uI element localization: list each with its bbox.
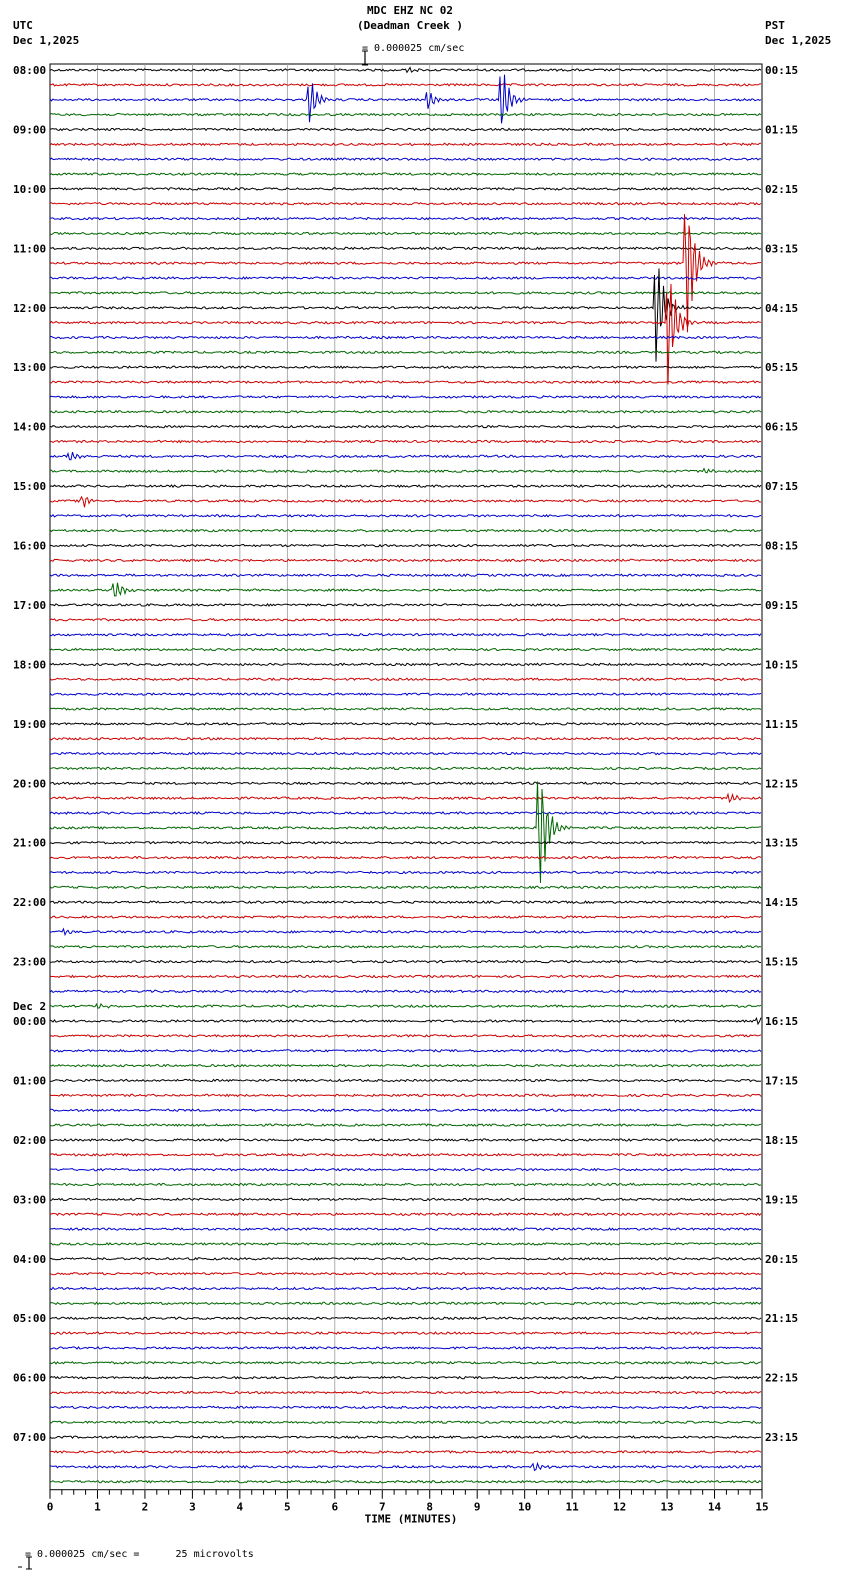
trace-75	[50, 1183, 761, 1185]
pst-hour-label: 19:15	[765, 1193, 799, 1207]
utc-hour-label: 03:00	[13, 1193, 47, 1207]
utc-hour-label: 15:00	[13, 480, 47, 494]
trace-83	[50, 1302, 761, 1304]
station-name: (Deadman Creek )	[357, 19, 463, 32]
trace-0	[50, 68, 761, 73]
x-tick-label: 14	[707, 1500, 722, 1514]
trace-72	[50, 1139, 761, 1141]
x-tick-label: 15	[755, 1500, 769, 1514]
trace-36	[50, 604, 761, 606]
utc-hour-label: 00:00	[13, 1015, 47, 1029]
trace-87	[50, 1362, 761, 1364]
x-tick-label: 1	[94, 1500, 101, 1514]
utc-hour-label: 16:00	[13, 539, 47, 553]
trace-92	[50, 1436, 761, 1438]
trace-12	[50, 247, 761, 249]
trace-23	[50, 411, 761, 413]
trace-5	[50, 143, 761, 145]
trace-11	[50, 232, 761, 234]
utc-hour-label: 07:00	[13, 1431, 47, 1445]
trace-65	[50, 1035, 761, 1037]
utc-hour-label: 06:00	[13, 1371, 47, 1385]
utc-hour-label: 18:00	[13, 658, 47, 672]
x-tick-label: 4	[236, 1500, 244, 1514]
pst-hour-label: 11:15	[765, 717, 799, 731]
pst-hour-label: 07:15	[765, 480, 799, 494]
trace-54	[50, 871, 761, 873]
trace-51	[50, 782, 761, 883]
left-date: Dec 1,2025	[13, 34, 80, 47]
trace-10	[50, 218, 761, 220]
trace-22	[50, 396, 761, 398]
right-date: Dec 1,2025	[765, 34, 832, 47]
x-tick-label: 3	[189, 1500, 196, 1514]
trace-61	[50, 975, 761, 977]
trace-30	[50, 515, 761, 517]
pst-hour-label: 23:15	[765, 1431, 799, 1445]
trace-8	[50, 188, 761, 190]
trace-63	[50, 1004, 761, 1008]
pst-hour-label: 20:15	[765, 1252, 799, 1266]
trace-2	[50, 75, 761, 124]
right-timezone: PST	[765, 19, 785, 32]
trace-73	[50, 1154, 761, 1156]
trace-37	[50, 619, 761, 621]
trace-64	[50, 1018, 761, 1024]
utc-hour-label: 05:00	[13, 1312, 47, 1326]
pst-hour-label: 13:15	[765, 836, 799, 850]
trace-4	[50, 128, 761, 130]
trace-20	[50, 366, 761, 368]
pst-hour-label: 09:15	[765, 598, 799, 612]
utc-hour-label: 08:00	[13, 64, 47, 77]
x-tick-label: 5	[284, 1500, 291, 1514]
x-tick-label: 2	[141, 1500, 149, 1514]
utc-hour-label: 11:00	[13, 242, 47, 256]
pst-hour-label: 02:15	[765, 182, 799, 196]
trace-66	[50, 1050, 761, 1052]
utc-hour-label: 12:00	[13, 301, 47, 315]
utc-hour-label: 17:00	[13, 598, 47, 612]
x-tick-label: 10	[518, 1500, 532, 1514]
trace-7	[50, 173, 761, 175]
trace-16	[50, 269, 761, 362]
x-tick-label: 6	[331, 1500, 339, 1514]
x-tick-label: 8	[426, 1500, 434, 1514]
x-tick-label: 13	[660, 1500, 674, 1514]
trace-89	[50, 1391, 761, 1393]
trace-78	[50, 1228, 761, 1230]
trace-34	[50, 574, 761, 576]
trace-80	[50, 1258, 761, 1260]
trace-62	[50, 990, 761, 992]
trace-84	[50, 1317, 761, 1319]
trace-32	[50, 544, 761, 546]
pst-hour-label: 04:15	[765, 301, 799, 315]
utc-hour-label: 09:00	[13, 123, 47, 137]
utc-hour-label: 23:00	[13, 955, 47, 969]
trace-19	[50, 351, 761, 353]
trace-85	[50, 1332, 761, 1334]
trace-45	[50, 738, 761, 740]
trace-21	[50, 381, 761, 383]
trace-95	[50, 1481, 761, 1483]
pst-hour-label: 12:15	[765, 777, 799, 791]
utc-hour-label: 22:00	[13, 896, 47, 910]
trace-79	[50, 1243, 761, 1245]
date-change-label: Dec 2	[13, 1000, 47, 1014]
trace-38	[50, 634, 761, 636]
trace-91	[50, 1421, 761, 1423]
trace-86	[50, 1347, 761, 1349]
pst-hour-label: 17:15	[765, 1074, 799, 1088]
trace-53	[50, 857, 761, 859]
trace-43	[50, 708, 761, 710]
pst-hour-label: 06:15	[765, 420, 799, 434]
pst-hour-label: 01:15	[765, 123, 799, 137]
pst-hour-label: 00:15	[765, 64, 799, 77]
utc-hour-label: 01:00	[13, 1074, 47, 1088]
pst-hour-label: 03:15	[765, 242, 799, 256]
x-tick-label: 12	[612, 1500, 627, 1514]
trace-90	[50, 1406, 761, 1408]
trace-24	[50, 426, 761, 428]
trace-31	[50, 530, 761, 532]
footer-scale-note: = 0.000025 cm/sec = 25 microvolts	[25, 1549, 254, 1560]
x-tick-label: 9	[473, 1500, 481, 1514]
trace-40	[50, 663, 761, 665]
trace-70	[50, 1109, 761, 1111]
pst-hour-label: 10:15	[765, 658, 799, 672]
trace-68	[50, 1079, 761, 1081]
trace-56	[50, 901, 761, 903]
trace-1	[50, 84, 761, 86]
pst-hour-label: 16:15	[765, 1015, 799, 1029]
trace-27	[50, 469, 761, 473]
trace-74	[50, 1169, 761, 1171]
x-tick-label: 0	[46, 1500, 54, 1514]
trace-69	[50, 1094, 761, 1096]
trace-58	[50, 929, 761, 935]
utc-hour-label: 04:00	[13, 1252, 47, 1266]
pst-hour-label: 08:15	[765, 539, 799, 553]
pst-hour-label: 05:15	[765, 361, 799, 375]
trace-25	[50, 440, 761, 442]
x-tick-label: 7	[378, 1500, 386, 1514]
utc-hour-label: 13:00	[13, 361, 47, 375]
pst-hour-label: 21:15	[765, 1312, 799, 1326]
pst-hour-label: 15:15	[765, 955, 799, 969]
trace-35	[50, 583, 761, 596]
trace-6	[50, 158, 761, 160]
pst-hour-label: 22:15	[765, 1371, 799, 1385]
trace-3	[50, 114, 761, 116]
station-line: MDC EHZ NC 02	[366, 4, 454, 17]
x-axis-label: TIME (MINUTES)	[364, 1512, 458, 1526]
trace-60	[50, 961, 761, 963]
trace-44	[50, 723, 761, 725]
trace-67	[50, 1065, 761, 1067]
trace-42	[50, 693, 761, 695]
scale-label: = 0.000025 cm/sec	[362, 43, 465, 54]
x-tick-label: 11	[565, 1500, 579, 1514]
trace-93	[50, 1451, 761, 1453]
left-timezone: UTC	[13, 19, 33, 32]
trace-13	[50, 214, 761, 332]
utc-hour-label: 21:00	[13, 836, 47, 850]
trace-29	[50, 497, 761, 508]
trace-28	[50, 485, 761, 487]
trace-71	[50, 1124, 761, 1126]
utc-hour-label: 19:00	[13, 717, 47, 731]
trace-57	[50, 916, 761, 918]
trace-50	[50, 812, 761, 814]
utc-hour-label: 20:00	[13, 777, 47, 791]
trace-82	[50, 1287, 761, 1289]
trace-26	[50, 452, 761, 460]
trace-47	[50, 767, 761, 769]
trace-39	[50, 648, 761, 650]
trace-55	[50, 886, 761, 888]
trace-94	[50, 1463, 761, 1470]
trace-77	[50, 1213, 761, 1215]
trace-17	[50, 284, 761, 384]
trace-52	[50, 842, 761, 844]
trace-33	[50, 559, 761, 561]
utc-hour-label: 02:00	[13, 1133, 47, 1147]
utc-hour-label: 14:00	[13, 420, 47, 434]
trace-46	[50, 753, 761, 755]
trace-9	[50, 203, 761, 205]
trace-18	[50, 336, 761, 338]
pst-hour-label: 18:15	[765, 1133, 799, 1147]
trace-48	[50, 782, 761, 784]
trace-81	[50, 1273, 761, 1275]
trace-41	[50, 678, 761, 680]
pst-hour-label: 14:15	[765, 896, 799, 910]
trace-59	[50, 946, 761, 948]
trace-76	[50, 1198, 761, 1200]
utc-hour-label: 10:00	[13, 182, 47, 196]
trace-49	[50, 794, 761, 802]
trace-88	[50, 1377, 761, 1379]
